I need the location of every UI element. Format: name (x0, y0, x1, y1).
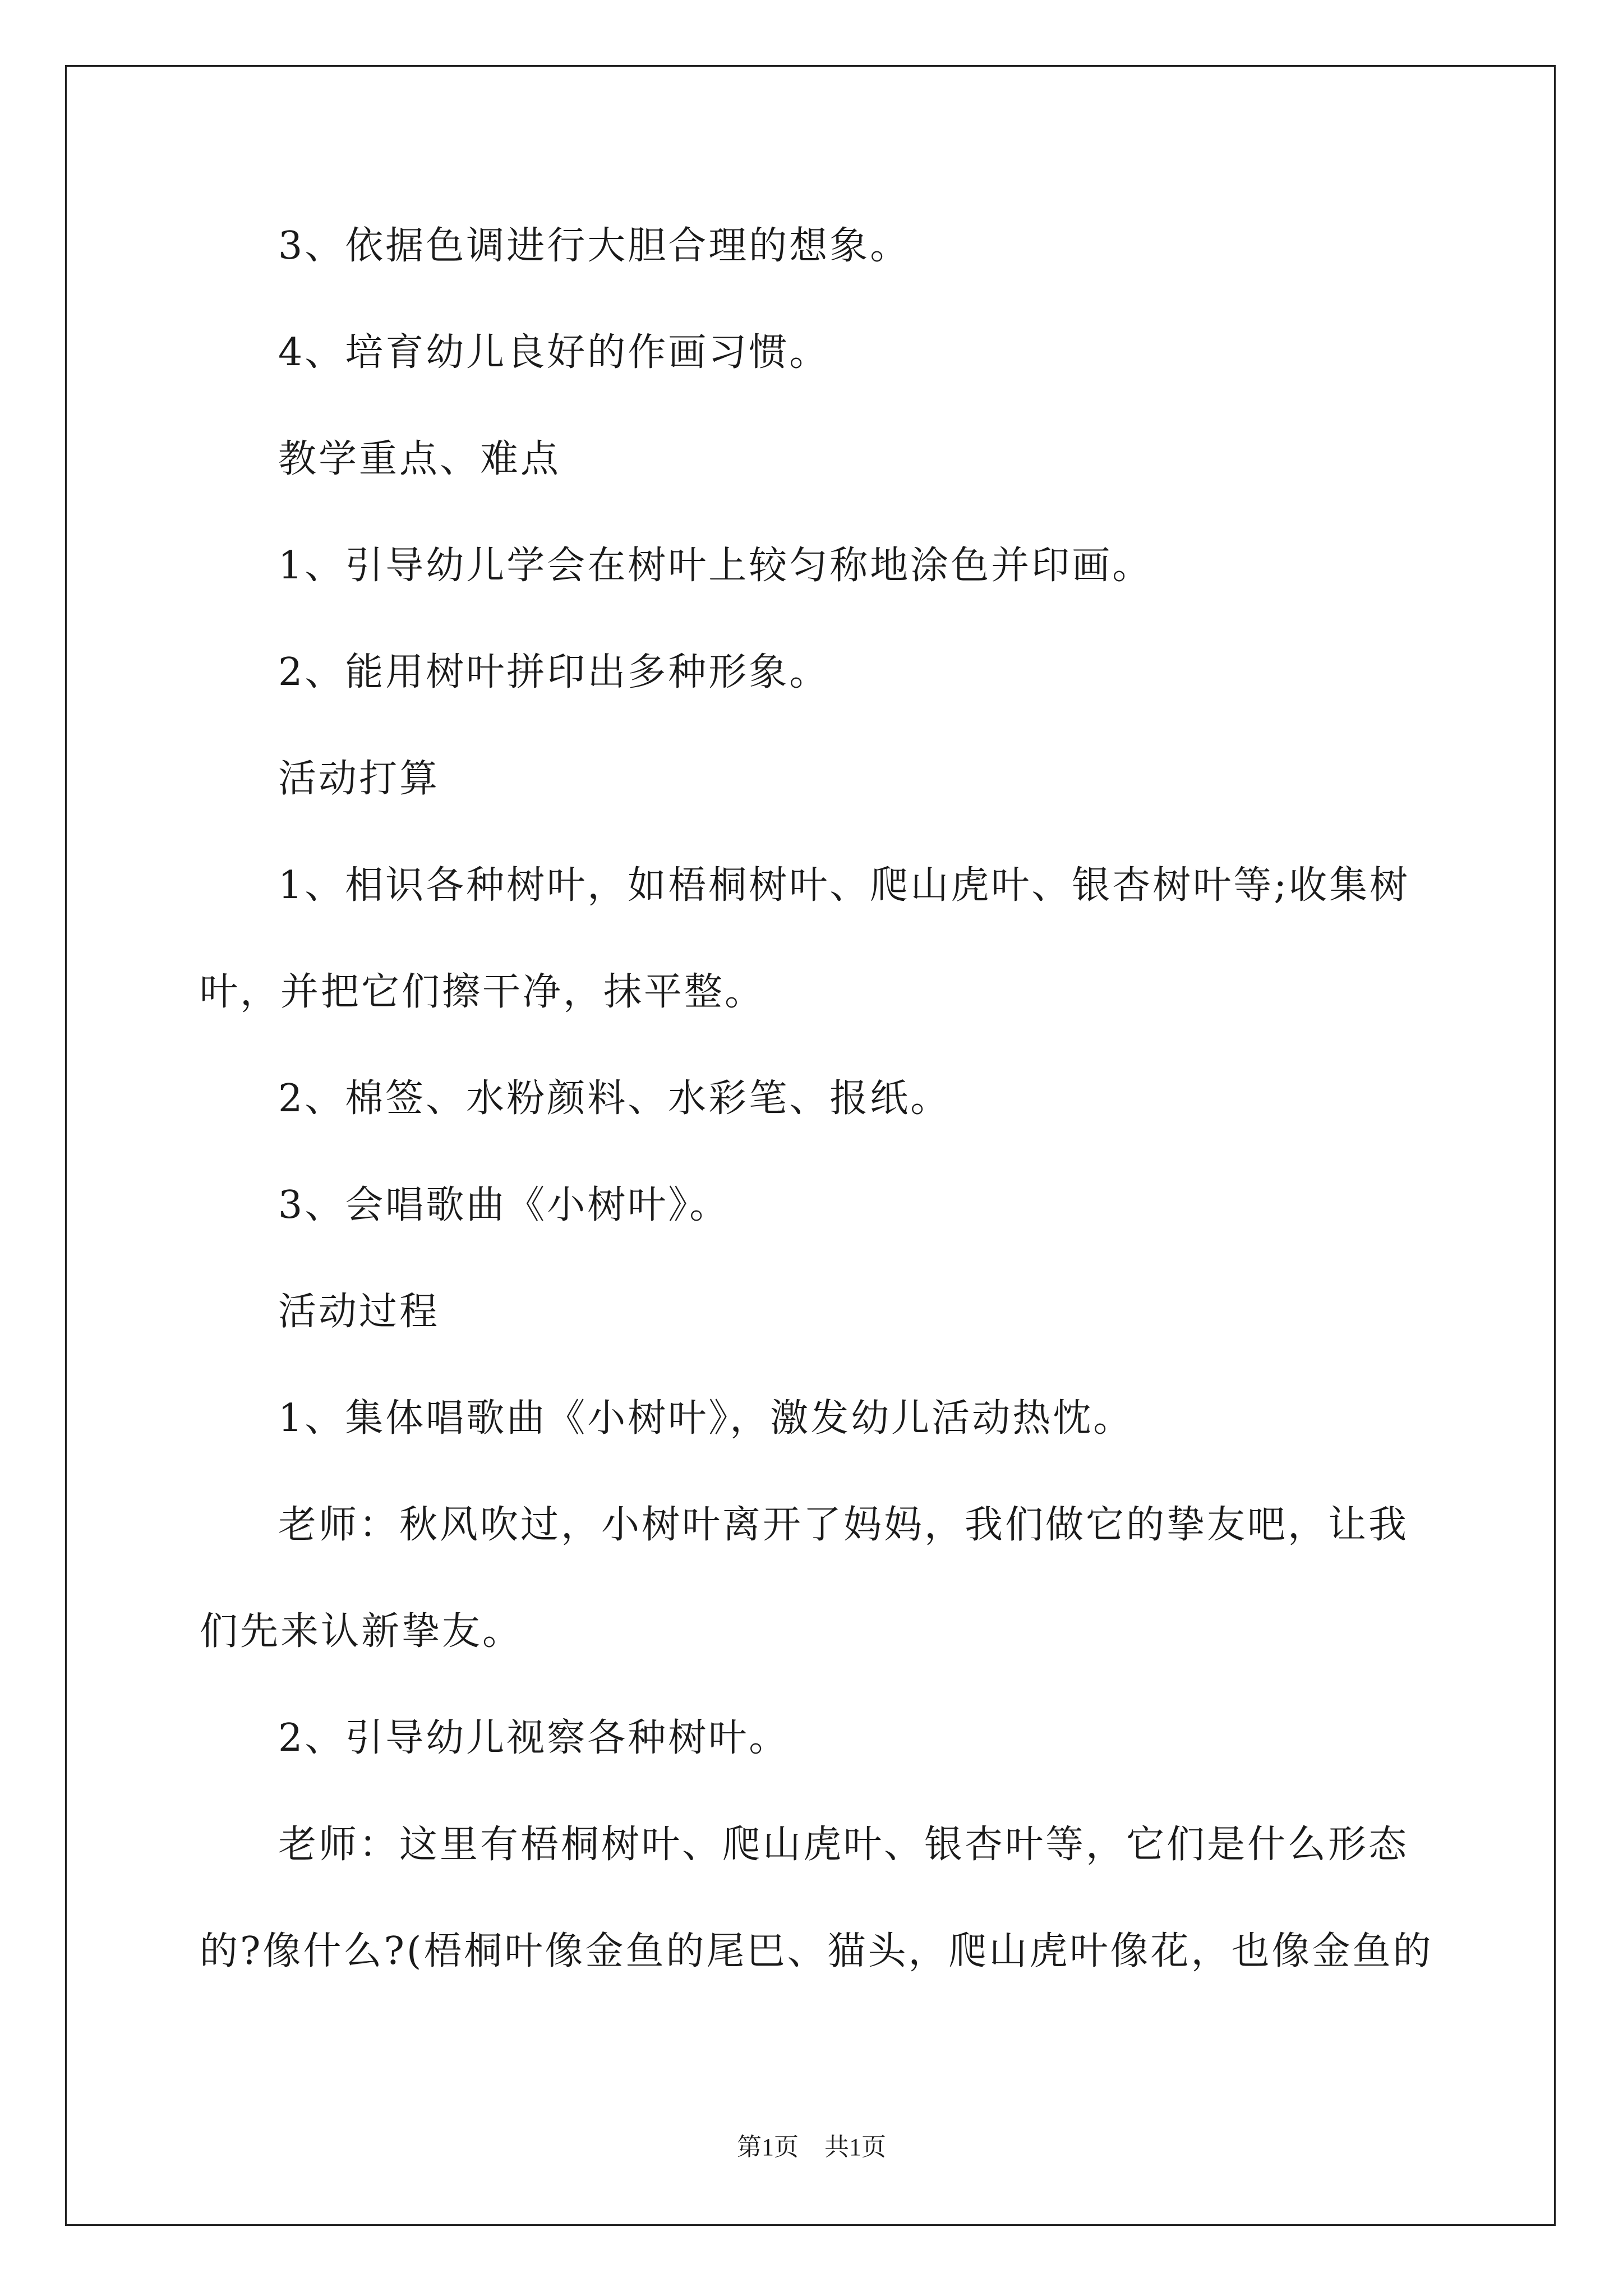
paragraph-line: 1、集体唱歌曲《小树叶》，激发幼儿活动热忱。 (278, 1396, 1134, 1441)
paragraph-line: 2、引导幼儿视察各种树叶。 (278, 1716, 790, 1760)
page-footer (0, 2131, 1623, 2164)
paragraph-line: 老师：秋风吹过，小树叶离开了妈妈，我们做它的挚友吧，让我 (278, 1503, 1409, 1547)
paragraph-line: 1、相识各种树叶，如梧桐树叶、爬山虎叶、银杏树叶等;收集树 (278, 863, 1410, 908)
paragraph-line: 们先来认新挚友。 (200, 1609, 523, 1654)
paragraph-line: 2、棉签、水粉颜料、水彩笔、报纸。 (278, 1076, 951, 1121)
page-total: 共1页 (824, 2133, 886, 2161)
section-heading: 活动打算 (278, 757, 440, 801)
paragraph-line: 3、依据色调进行大胆合理的想象。 (278, 224, 911, 268)
section-heading: 活动过程 (278, 1290, 440, 1334)
paragraph-line: 1、引导幼儿学会在树叶上较匀称地涂色并印画。 (278, 544, 1153, 588)
section-heading: 教学重点、难点 (278, 437, 561, 481)
paragraph-line: 2、能用树叶拼印出多种形象。 (278, 650, 830, 694)
paragraph-line: 4、培育幼儿良好的作画习惯。 (278, 330, 830, 375)
paragraph-line: 老师：这里有梧桐树叶、爬山虎叶、银杏叶等，它们是什么形态 (278, 1823, 1409, 1867)
paragraph-line: 的?像什么?(梧桐叶像金鱼的尾巴、猫头，爬山虎叶像花，也像金鱼的 (200, 1929, 1433, 1973)
paragraph-line: 3、会唱歌曲《小树叶》。 (278, 1183, 730, 1227)
page-number: 第1页 (737, 2133, 799, 2161)
paragraph-line: 叶，并把它们擦干净，抹平整。 (200, 970, 766, 1014)
page-border (65, 65, 1556, 2226)
